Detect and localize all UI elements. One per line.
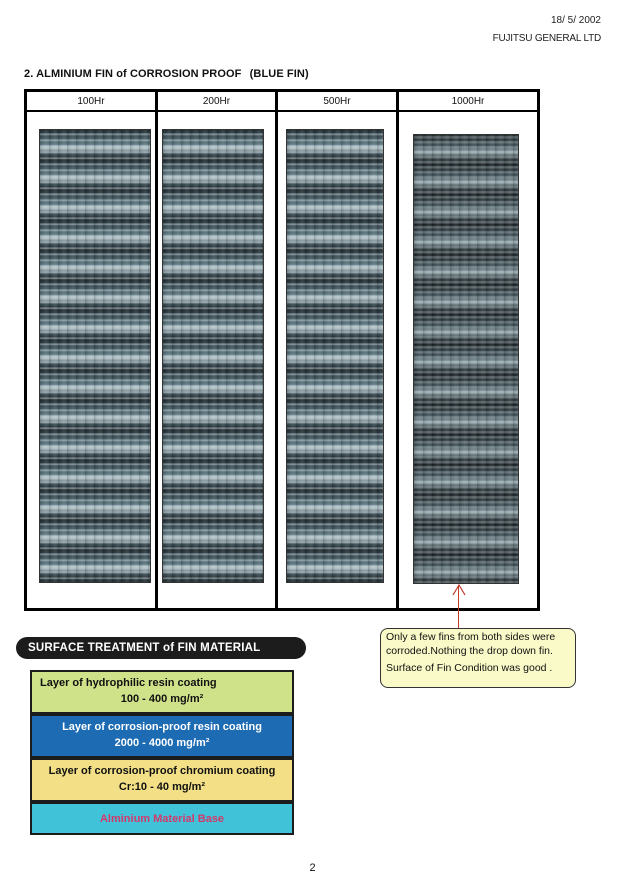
callout-line-2: Surface of Fin Condition was good .: [386, 662, 553, 674]
fin-photo-500hr: [286, 129, 384, 583]
coating-layer-chromium: [30, 758, 294, 802]
column-header: 500Hr: [278, 92, 396, 112]
layer-name: Layer of corrosion-proof resin coating: [62, 721, 262, 733]
report-date: 18/ 5/ 2002: [550, 15, 601, 26]
layer-value: Cr:10 - 40 mg/m²: [118, 781, 206, 793]
column-header: 1000Hr: [399, 92, 537, 112]
surface-treatment-title: SURFACE TREATMENT of FIN MATERIAL: [16, 637, 306, 659]
column-200hr: [158, 92, 278, 608]
column-100hr: [27, 92, 158, 608]
section-subtitle: (BLUE FIN): [249, 68, 309, 80]
coating-layer-resin: [30, 714, 294, 758]
observation-callout: [380, 628, 576, 688]
page-number: 2: [309, 862, 316, 874]
fin-photo-table: [24, 89, 540, 611]
column-1000hr: [399, 92, 537, 608]
coating-layer-hydrophilic: [30, 670, 294, 714]
company-name: FUJITSU GENERAL LTD: [492, 33, 601, 44]
fin-photo-100hr: [39, 129, 151, 583]
callout-line-1: Only a few fins from both sides were corroded.Nothing the drop down fin.: [386, 631, 556, 657]
fin-photo-1000hr: [413, 134, 519, 584]
fin-photo-200hr: [162, 129, 264, 583]
aluminium-base-layer: [30, 802, 294, 835]
arrow-up-icon: [452, 584, 466, 596]
column-header: 100Hr: [27, 92, 155, 112]
layer-value: 100 - 400 mg/m²: [120, 693, 204, 705]
section-title: [24, 68, 309, 80]
layer-name: Layer of hydrophilic resin coating: [40, 677, 217, 689]
column-500hr: [278, 92, 399, 608]
layer-name: Alminium Material Base: [99, 813, 225, 825]
layer-value: 2000 - 4000 mg/m²: [114, 737, 210, 749]
layer-name: Layer of corrosion-proof chromium coating: [48, 765, 276, 777]
section-title-text: 2. ALMINIUM FIN of CORROSION PROOF: [24, 68, 242, 80]
column-header: 200Hr: [158, 92, 275, 112]
